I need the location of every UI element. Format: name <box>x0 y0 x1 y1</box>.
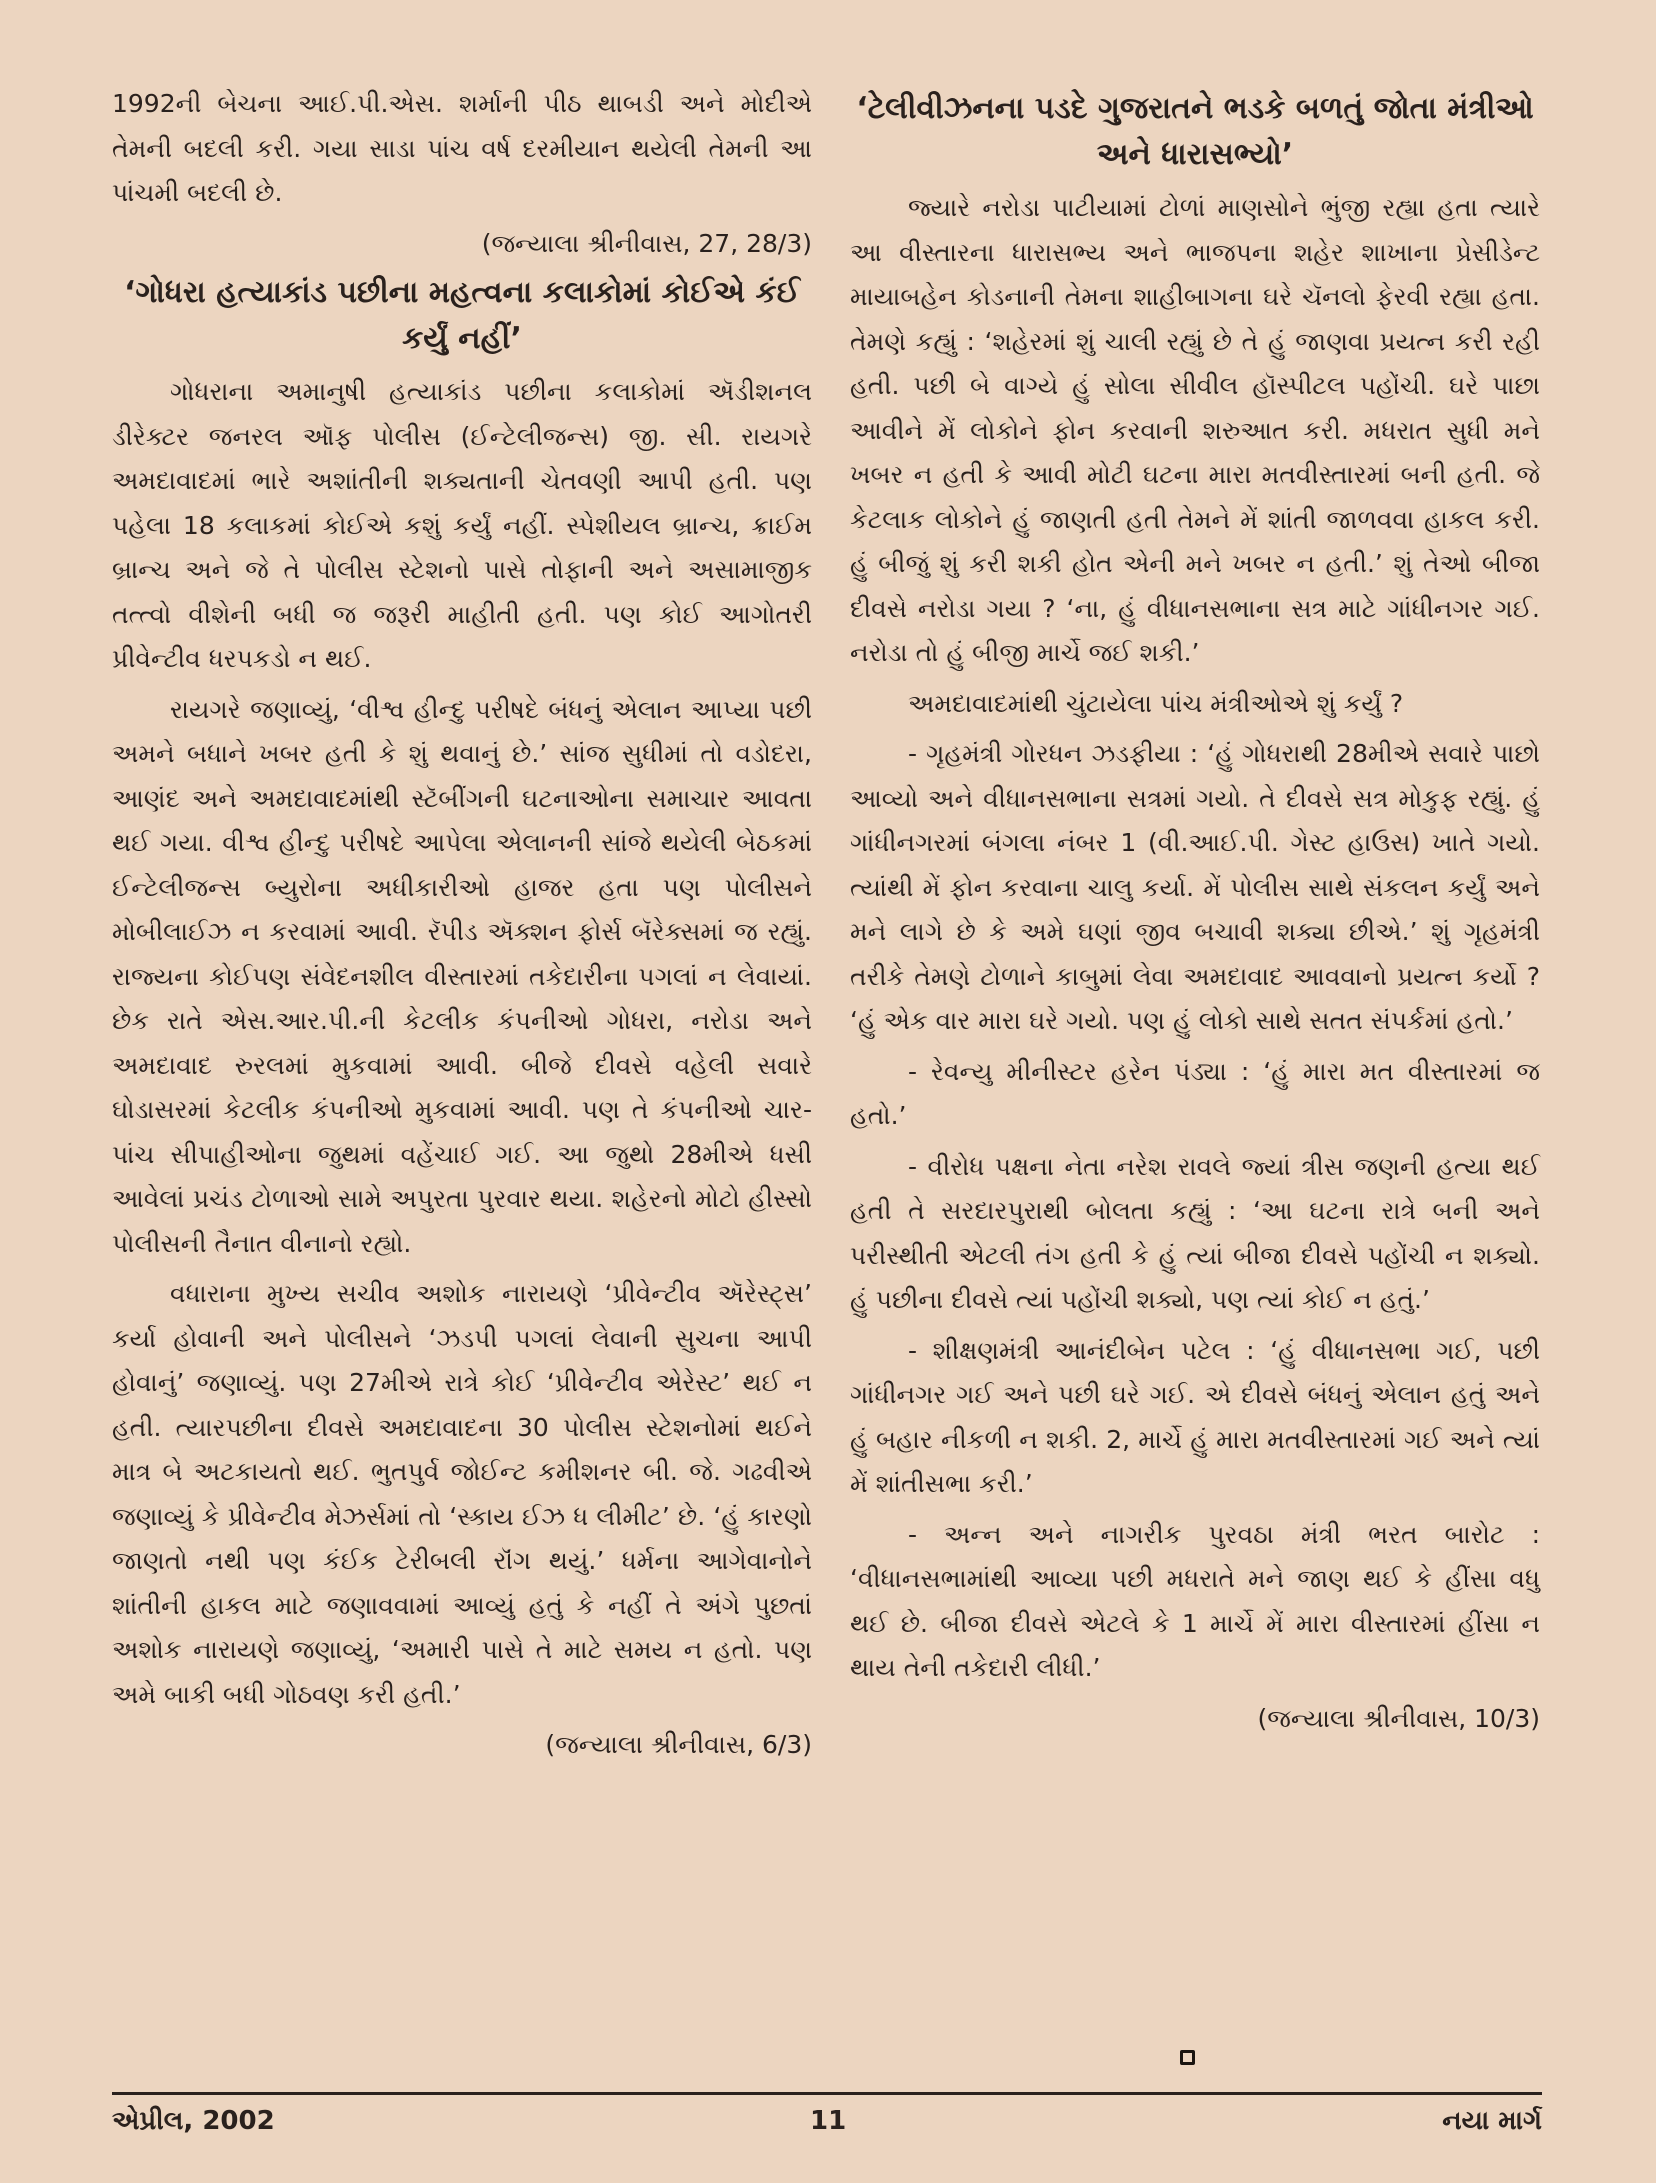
citation: (જન્યાલા શ્રીનીવાસ, 6/3) <box>545 1730 812 1759</box>
article-heading: ‘ગોધરા હત્યાકાંડ પછીના મહત્વના કલાકોમાં કોઈએ કંઈ કર્યું નહીં’ <box>124 275 800 356</box>
end-of-article-square-icon <box>1180 2050 1195 2065</box>
paragraph: 1992ની બેચના આઈ.પી.એસ. શર્માની પીઠ થાબડી અને મોદીએ તેમની બદલી કરી. ગયા સાડા પાંચ વર્ષ દરમીયાન થયેલી તેમની આ પાંચમી બદલી છે. <box>112 89 812 207</box>
footer-date: એપ્રીલ, 2002 <box>112 2106 275 2136</box>
footer-divider <box>112 2092 1542 2095</box>
paragraph: - ગૃહમંત્રી ગોરધન ઝડફીયા : ‘હું ગોધરાથી 28મીએ સવારે પાછો આવ્યો અને વીધાનસભાના સત્રમાં ગયો. તે દીવસે સત્ર મોકુફ રહ્યું. હું ગાંધીનગરમાં બંગલા નંબર 1 (વી.આઈ.પી. ગેસ્ટ હાઉસ) ખાતે ગયો. ત્યાંથી મેં ફોન કરવાના ચાલુ કર્યા. મેં પોલીસ સાથે સંકલન કર્યું અને મને લાગે છે કે અમે ઘણાં જીવ બચાવી શક્યા છીએ.’ શું ગૃહમંત્રી તરીકે તેમણે ટોળાને કાબુમાં લેવા અમદાવાદ આવવાનો પ્રયત્ન કર્યો ? ‘હું એક વાર મારા ઘરે ગયો. પણ હું લોકો સાથે સતત સંપર્કમાં હતો.’ <box>850 739 1540 1035</box>
paragraph: - શીક્ષણમંત્રી આનંદીબેન પટેલ : ‘હું વીધાનસભા ગઈ, પછી ગાંધીનગર ગઈ અને પછી ઘરે ગઈ. એ દીવસે બંધનું એલાન હતું અને હું બહાર નીકળી ન શકી. 2, માર્ચે હું મારા મતવીસ્તારમાં ગઈ અને ત્યાં મેં શાંતીસભા કરી.’ <box>850 1335 1540 1498</box>
paragraph: જ્યારે નરોડા પાટીયામાં ટોળાં માણસોને ભુંજી રહ્યા હતા ત્યારે આ વીસ્તારના ધારાસભ્ય અને ભાજપના શહેર શાખાના પ્રેસીડેન્ટ માયાબહેન કોડનાની તેમના શાહીબાગના ઘરે ચૅનલો ફેરવી રહ્યા હતા. તેમણે કહ્યું : ‘શહેરમાં શું ચાલી રહ્યું છે તે હું જાણવા પ્રયત્ન કરી રહી હતી. પછી બે વાગ્યે હું સોલા સીવીલ હૉસ્પીટલ પહોંચી. ઘરે પાછા આવીને મેં લોકોને ફોન કરવાની શરુઆત કરી. મધરાત સુધી મને ખબર ન હતી કે આવી મોટી ઘટના મારા મતવીસ્તારમાં બની હતી. જે કેટલાક લોકોને હું જાણતી હતી તેમને મેં શાંતી જાળવવા હાકલ કરી. હું બીજું શું કરી શકી હોત એની મને ખબર ન હતી.’ શું તેઓ બીજા દીવસે નરોડા ગયા ? ‘ના, હું વીધાનસભાના સત્ર માટે ગાંધીનગર ગઈ. નરોડા તો હું બીજી માર્ચે જઈ શકી.’ <box>850 193 1540 667</box>
page-number: 11 <box>810 2106 847 2136</box>
publication-name: નયા માર્ગ <box>1442 2106 1542 2136</box>
paragraph: રાયગરે જણાવ્યું, ‘વીશ્વ હીન્દુ પરીષદે બંધનું એલાન આપ્યા પછી અમને બધાને ખબર હતી કે શું થવાનું છે.’ સાંજ સુધીમાં તો વડોદરા, આણંદ અને અમદાવાદમાંથી સ્ટૅબીંગની ઘટનાઓના સમાચાર આવતા થઈ ગયા. વીશ્વ હીન્દુ પરીષદે આપેલા એલાનની સાંજે થયેલી બેઠકમાં ઈન્ટેલીજન્સ બ્યુરોના અધીકારીઓ હાજર હતા પણ પોલીસને મોબીલાઈઝ ન કરવામાં આવી. રૅપીડ ઍક્શન ફોર્સ બૅરેક્સમાં જ રહ્યું. રાજ્યના કોઈપણ સંવેદનશીલ વીસ્તારમાં તકેદારીના પગલાં ન લેવાયાં. છેક રાતે એસ.આર.પી.ની કેટલીક કંપનીઓ ગોધરા, નરોડા અને અમદાવાદ રુરલમાં મુકવામાં આવી. બીજે દીવસે વહેલી સવારે ઘોડાસરમાં કેટલીક કંપનીઓ મુકવામાં આવી. પણ તે કંપનીઓ ચાર-પાંચ સીપાહીઓના જુથમાં વહેંચાઈ ગઈ. આ જુથો 28મીએ ધસી આવેલાં પ્રચંડ ટોળાઓ સામે અપુરતા પુરવાર થયા. શહેરનો મોટો હીસ્સો પોલીસની તૈનાત વીનાનો રહ્યો. <box>112 694 812 1258</box>
paragraph: - વીરોધ પક્ષના નેતા નરેશ રાવલે જ્યાં ત્રીસ જણની હત્યા થઈ હતી તે સરદારપુરાથી બોલતા કહ્યું : ‘આ ઘટના રાત્રે બની અને પરીસ્થીતી એટલી તંગ હતી કે હું ત્યાં બીજા દીવસે પહોંચી ન શક્યો. હું પછીના દીવસે ત્યાં પહોંચી શક્યો, પણ ત્યાં કોઈ ન હતું.’ <box>850 1151 1540 1314</box>
paragraph: વધારાના મુખ્ય સચીવ અશોક નારાયણે ‘પ્રીવેન્ટીવ ઍરેસ્ટ્સ’ કર્યા હોવાની અને પોલીસને ‘ઝડપી પગલાં લેવાની સુચના આપી હોવાનું’ જણાવ્યું. પણ 27મીએ રાત્રે કોઈ ‘પ્રીવેન્ટીવ એરેસ્ટ’ થઈ ન હતી. ત્યારપછીના દીવસે અમદાવાદના 30 પોલીસ સ્ટેશનોમાં થઈને માત્ર બે અટકાયતો થઈ. ભુતપુર્વ જોઈન્ટ કમીશનર બી. જે. ગઢવીએ જણાવ્યું કે પ્રીવેન્ટીવ મેઝર્સમાં તો ‘સ્કાય ઈઝ ધ લીમીટ’ છે. ‘હું કારણો જાણતો નથી પણ કંઈક ટેરીબલી રૉંગ થયું.’ ધર્મના આગેવાનોને શાંતીની હાકલ માટે જણાવવામાં આવ્યું હતું કે નહીં તે અંગે પુછતાં અશોક નારાયણે જણાવ્યું, ‘અમારી પાસે તે માટે સમય ન હતો. પણ અમે બાકી બધી ગોઠવણ કરી હતી.’ <box>112 1279 812 1709</box>
paragraph: અમદાવાદમાંથી ચુંટાયેલા પાંચ મંત્રીઓએ શું કર્યું ? <box>908 688 1404 718</box>
paragraph: - રેવન્યુ મીનીસ્ટર હરેન પંડ્યા : ‘હું મારા મત વીસ્તારમાં જ હતો.’ <box>850 1056 1540 1130</box>
citation: (જન્યાલા શ્રીનીવાસ, 10/3) <box>1257 1703 1540 1733</box>
left-column <box>112 82 812 1768</box>
article-heading: ‘ટેલીવીઝનના પડદે ગુજરાતને ભડકે બળતું જોતા મંત્રીઓ અને ધારાસભ્યો’ <box>856 91 1534 172</box>
right-column <box>850 82 1540 1741</box>
paragraph: - અન્ન અને નાગરીક પુરવઠા મંત્રી ભરત બારોટ : ‘વીધાનસભામાંથી આવ્યા પછી મધરાતે મને જાણ થઈ કે હીંસા વધુ થઈ છે. બીજા દીવસે એટલે કે 1 માર્ચે મેં મારા વીસ્તારમાં હીંસા ન થાય તેની તકેદારી લીધી.’ <box>850 1519 1540 1682</box>
citation: (જન્યાલા શ્રીનીવાસ, 27, 28/3) <box>481 228 812 258</box>
paragraph: ગોધરાના અમાનુષી હત્યાકાંડ પછીના કલાકોમાં ઍડીશનલ ડીરેક્ટર જનરલ ઑફ પોલીસ (ઈન્ટેલીજન્સ) જી. સી. રાયગરે અમદાવાદમાં ભારે અશાંતીની શક્યતાની ચેતવણી આપી હતી. પણ પહેલા 18 કલાકમાં કોઈએ કશું કર્યું નહીં. સ્પેશીયલ બ્રાન્ચ, ક્રાઈમ બ્રાન્ચ અને જે તે પોલીસ સ્ટેશનો પાસે તોફાની અને અસામાજીક તત્ત્વો વીશેની બધી જ જરૂરી માહીતી હતી. પણ કોઈ આગોતરી પ્રીવેન્ટીવ ધરપકડો ન થઈ. <box>112 377 812 673</box>
